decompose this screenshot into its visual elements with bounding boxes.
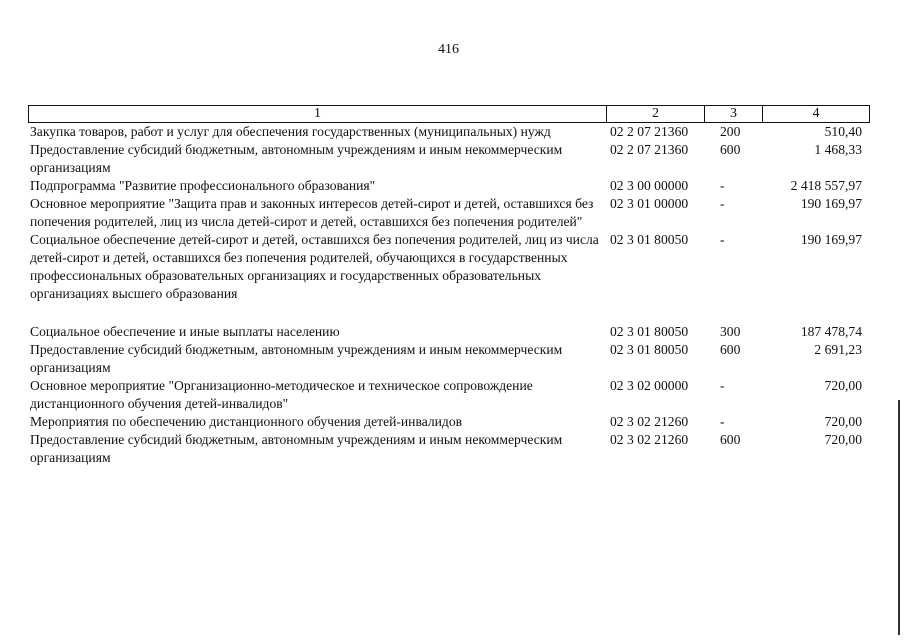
row-code: 02 3 01 00000 bbox=[610, 196, 689, 211]
row-description: Основное мероприятие "Защита прав и законных интересов детей-сирот и детей, оставшихся без попечения родителей, лиц из числа детей-сирот и детей, оставшихся без попечения родителей" bbox=[30, 196, 594, 229]
row-description: Подпрограмма "Развитие профессионального образования" bbox=[30, 178, 376, 193]
row-code: 02 3 02 21260 bbox=[610, 414, 689, 429]
row-description: Мероприятия по обеспечению дистанционного обучения детей-инвалидов bbox=[30, 414, 463, 429]
row-amount: 1 468,33 bbox=[814, 142, 862, 157]
table-body bbox=[28, 123, 870, 467]
row-amount: 720,00 bbox=[824, 432, 862, 447]
table-row bbox=[28, 413, 870, 431]
header-col-3: 3 bbox=[705, 106, 763, 122]
row-description: Предоставление субсидий бюджетным, автономным учреждениям и иным некоммерческим организациям bbox=[30, 342, 563, 375]
table-row bbox=[28, 141, 870, 177]
table-row bbox=[28, 323, 870, 341]
row-expense-type: 600 bbox=[720, 142, 741, 157]
row-description: Основное мероприятие "Организационно-методическое и техническое сопровождение дистанционного обучения детей-инвалидов" bbox=[30, 378, 533, 411]
row-expense-type: - bbox=[720, 378, 725, 393]
table-header bbox=[28, 105, 870, 123]
row-expense-type: 600 bbox=[720, 432, 741, 447]
row-amount: 720,00 bbox=[824, 414, 862, 429]
header-col-2: 2 bbox=[607, 106, 705, 122]
header-col-4: 4 bbox=[812, 106, 820, 121]
row-description: Предоставление субсидий бюджетным, автономным учреждениям и иным некоммерческим организациям bbox=[30, 432, 563, 465]
table-row bbox=[28, 431, 870, 467]
row-code: 02 2 07 21360 bbox=[610, 124, 689, 139]
row-expense-type: 600 bbox=[720, 342, 741, 357]
header-col-1: 1 bbox=[29, 106, 607, 122]
row-amount: 720,00 bbox=[824, 378, 862, 393]
row-amount: 2 418 557,97 bbox=[790, 178, 862, 193]
table-row bbox=[28, 195, 870, 231]
table-row bbox=[28, 231, 870, 303]
table-row bbox=[28, 177, 870, 195]
row-description: Предоставление субсидий бюджетным, автономным учреждениям и иным некоммерческим организациям bbox=[30, 142, 563, 175]
row-code: 02 3 00 00000 bbox=[610, 178, 689, 193]
row-expense-type: - bbox=[720, 196, 725, 211]
row-description: Социальное обеспечение и иные выплаты населению bbox=[30, 324, 340, 339]
row-expense-type: 300 bbox=[720, 324, 741, 339]
table-row bbox=[28, 377, 870, 413]
row-code: 02 3 02 21260 bbox=[610, 432, 689, 447]
row-amount: 190 169,97 bbox=[800, 232, 862, 247]
table-row bbox=[28, 341, 870, 377]
row-code: 02 2 07 21360 bbox=[610, 142, 689, 157]
row-amount: 190 169,97 bbox=[800, 196, 862, 211]
row-expense-type: 200 bbox=[720, 124, 741, 139]
page-number: 416 bbox=[438, 42, 459, 57]
row-expense-type: - bbox=[720, 232, 725, 247]
row-expense-type: - bbox=[720, 414, 725, 429]
row-description: Социальное обеспечение детей-сирот и детей, оставшихся без попечения родителей, лиц из числа детей-сирот и детей, оставшихся без попечения родителей, обучающихся в государственных профессиональных образовательных организациях и государственных образовательных организациях высшего образования bbox=[30, 232, 599, 301]
budget-table bbox=[28, 105, 870, 467]
table-row bbox=[28, 123, 870, 141]
row-code: 02 3 01 80050 bbox=[610, 342, 689, 357]
row-code: 02 3 02 00000 bbox=[610, 378, 689, 393]
row-code: 02 3 01 80050 bbox=[610, 232, 689, 247]
row-amount: 187 478,74 bbox=[800, 324, 862, 339]
row-amount: 2 691,23 bbox=[814, 342, 862, 357]
row-description: Закупка товаров, работ и услуг для обеспечения государственных (муниципальных) нужд bbox=[30, 124, 551, 139]
row-amount: 510,40 bbox=[824, 124, 862, 139]
row-code: 02 3 01 80050 bbox=[610, 324, 689, 339]
scan-edge-mark bbox=[898, 400, 900, 635]
row-expense-type: - bbox=[720, 178, 725, 193]
